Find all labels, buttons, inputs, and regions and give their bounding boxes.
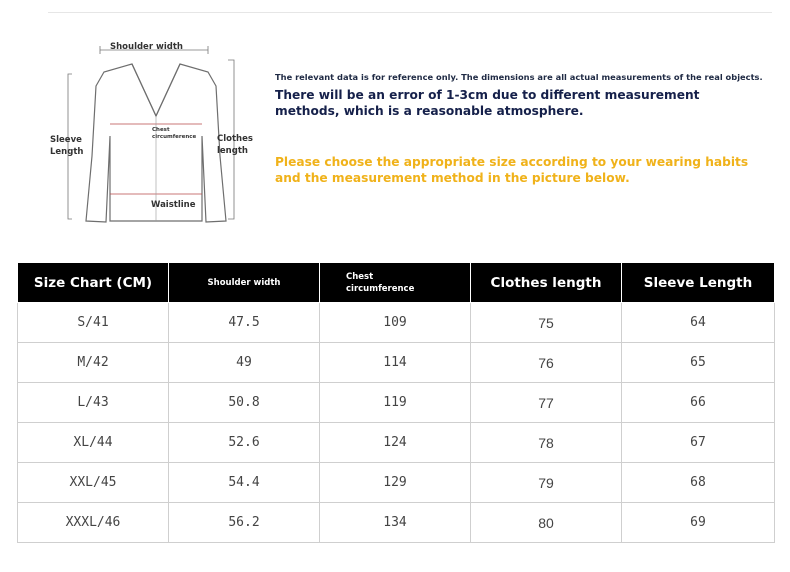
error-note: There will be an error of 1-3cm due to different measurement methods, which is a reasonable atmosphere. [275,88,700,118]
cell-sleeve: 66 [622,383,775,423]
cell-shoulder: 49 [169,343,320,383]
table-row [18,383,775,423]
cell-size: XXXL/46 [18,503,169,543]
header-sleeve: Sleeve Length [622,263,775,303]
size-chart-table [17,262,775,543]
cell-sleeve: 69 [622,503,775,543]
cell-sleeve: 64 [622,303,775,343]
header-clothes: Clothes length [471,263,622,303]
clothes-length-label-2: length [217,146,248,156]
reference-note: The relevant data is for reference only. The dimensions are all actual measurements of the real objects. [275,72,763,82]
cell-chest: 134 [320,503,471,543]
header-shoulder: Shoulder width [169,263,320,303]
cell-clothes: 76 [471,343,622,383]
cell-size: S/41 [18,303,169,343]
table-row [18,463,775,503]
table-row [18,423,775,463]
cell-size: XL/44 [18,423,169,463]
shoulder-width-label: Shoulder width [110,42,183,52]
cell-clothes: 77 [471,383,622,423]
cell-clothes: 78 [471,423,622,463]
cell-clothes: 79 [471,463,622,503]
cell-clothes: 75 [471,303,622,343]
table-row [18,343,775,383]
cell-shoulder: 54.4 [169,463,320,503]
cell-size: XXL/45 [18,463,169,503]
cell-size: M/42 [18,343,169,383]
cell-size: L/43 [18,383,169,423]
chest-label-2: circumference [152,134,197,140]
cell-shoulder: 56.2 [169,503,320,543]
cell-chest: 119 [320,383,471,423]
header-chest-line1: Chest [346,271,374,282]
cell-sleeve: 65 [622,343,775,383]
cell-clothes: 80 [471,503,622,543]
cell-shoulder: 47.5 [169,303,320,343]
cell-chest: 129 [320,463,471,503]
cell-shoulder: 50.8 [169,383,320,423]
cell-chest: 114 [320,343,471,383]
cell-chest: 124 [320,423,471,463]
top-divider [48,12,772,13]
cell-shoulder: 52.6 [169,423,320,463]
choose-size-note: Please choose the appropriate size according to your wearing habits and the measurement method in the picture below. [275,155,749,185]
table-row [18,503,775,543]
cell-sleeve: 67 [622,423,775,463]
waistline-label: Waistline [151,200,196,210]
garment-diagram [44,36,254,231]
sleeve-length-label-2: Length [50,147,84,157]
sleeve-length-label-1: Sleeve [50,135,82,145]
table-header-row [18,263,775,303]
table-row [18,303,775,343]
cell-chest: 109 [320,303,471,343]
clothes-length-label-1: Clothes [217,134,253,144]
header-chest [320,263,471,303]
cell-sleeve: 68 [622,463,775,503]
header-chest-line2: circumference [346,283,415,294]
chest-label-1: Chest [152,127,170,133]
header-size: Size Chart (CM) [18,263,169,303]
